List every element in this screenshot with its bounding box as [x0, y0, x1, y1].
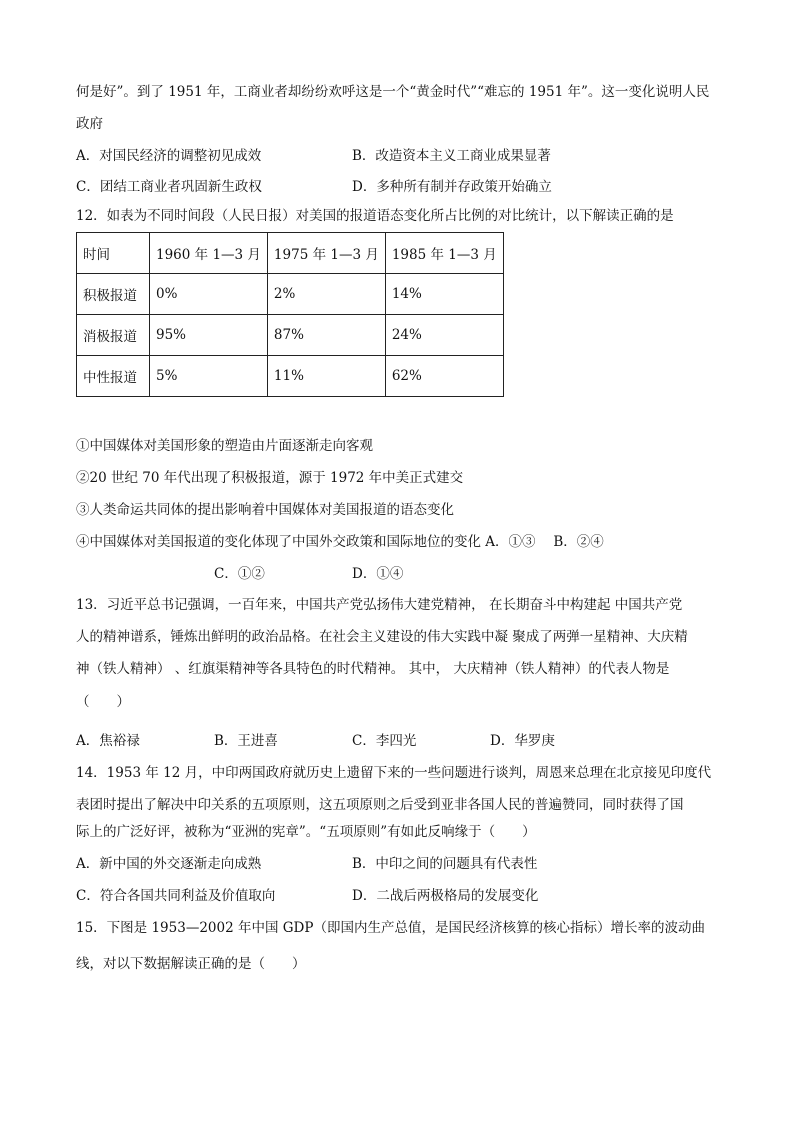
table-header-cell: 1960 年 1—3 月	[150, 233, 268, 274]
q13-option-a: A．焦裕禄	[76, 733, 140, 749]
q13-option-b: B．王进喜	[214, 733, 278, 749]
table-row	[77, 356, 504, 397]
q14-stem-line-2: 表团时提出了解决中印关系的五项原则，这五项原则之后受到亚非各国人民的普遍赞同，同时获得了国	[76, 797, 684, 813]
table-cell: 消极报道	[77, 315, 150, 356]
table-cell: 5%	[150, 356, 268, 397]
q14-option-d: D．二战后两极格局的发展变化	[352, 888, 539, 904]
q14-stem-line-1: 14．1953 年 12 月，中印两国政府就历史上遗留下来的一些问题进行谈判，周恩来总理在北京接见印度代	[76, 765, 712, 781]
q12-option-c: C．①②	[214, 566, 265, 582]
table-header-cell: 1985 年 1—3 月	[385, 233, 503, 274]
q13-option-c: C．李四光	[352, 733, 417, 749]
q12-data-table	[76, 232, 504, 397]
table-row	[77, 315, 504, 356]
q13-stem-line-2: 人的精神谱系，锤炼出鲜明的政治品格。在社会主义建设的伟大实践中凝 聚成了两弹一星精神、大庆精	[76, 629, 688, 645]
q13-option-d: D．华罗庚	[490, 733, 555, 749]
q14-stem-line-3: 际上的广泛好评，被称为“亚洲的宪章”。“五项原则”有如此反响缘于（ ）	[76, 824, 536, 840]
q14-option-a: A．新中国的外交逐渐走向成熟	[76, 856, 262, 872]
table-cell: 62%	[385, 356, 503, 397]
table-header-cell: 1975 年 1—3 月	[267, 233, 385, 274]
table-cell: 0%	[150, 274, 268, 315]
q11-stem-line-1: 何是好”。到了 1951 年，工商业者却纷纷欢呼这是一个“黄金时代”“难忘的 1951 年”。这一变化说明人民	[76, 84, 710, 100]
q13-stem-line-3: 神（铁人精神） 、红旗渠精神等各具特色的时代精神。 其中， 大庆精神（铁人精神）的代表人物是	[76, 661, 670, 677]
q11-option-d: D．多种所有制并存政策开始确立	[352, 179, 552, 195]
table-cell: 积极报道	[77, 274, 150, 315]
q12-statement-2: ②20 世纪 70 年代出现了积极报道，源于 1972 年中美正式建交	[76, 470, 464, 486]
q11-stem-line-2: 政府	[76, 116, 103, 132]
table-cell: 14%	[385, 274, 503, 315]
table-cell: 95%	[150, 315, 268, 356]
table-cell: 2%	[267, 274, 385, 315]
table-header-row	[77, 233, 504, 274]
q15-stem-line-1: 15．下图是 1953—2002 年中国 GDP（即国内生产总值，是国民经济核算的核心指标）增长率的波动曲	[76, 920, 705, 936]
table-header-cell: 时间	[77, 233, 150, 274]
q11-option-c: C．团结工商业者巩固新生政权	[76, 179, 262, 195]
q12-statement-1: ①中国媒体对美国形象的塑造由片面逐渐走向客观	[76, 438, 373, 454]
q12-option-d: D．①④	[352, 566, 404, 582]
q14-option-c: C．符合各国共同利益及价值取向	[76, 888, 276, 904]
table-cell: 11%	[267, 356, 385, 397]
q13-answer-blank: （ ）	[76, 694, 130, 710]
q12-statement-3: ③人类命运共同体的提出影响着中国媒体对美国报道的语态变化	[76, 502, 454, 518]
table-row	[77, 274, 504, 315]
table-cell: 87%	[267, 315, 385, 356]
q14-option-b: B．中印之间的问题具有代表性	[352, 856, 538, 872]
q12-stem: 12．如表为不同时间段（人民日报）对美国的报道语态变化所占比例的对比统计，以下解读正确的是	[76, 208, 674, 224]
q13-stem-line-1: 13．习近平总书记强调，一百年来，中国共产党弘扬伟大建党精神， 在长期奋斗中构建起 中国共产党	[76, 597, 683, 613]
table-cell: 24%	[385, 315, 503, 356]
q11-option-a: A．对国民经济的调整初见成效	[76, 148, 262, 164]
q15-stem-line-2: 线，对以下数据解读正确的是（ ）	[76, 956, 306, 972]
table-cell: 中性报道	[77, 356, 150, 397]
q12-statement-4: ④中国媒体对美国报道的变化体现了中国外交政策和国际地位的变化 A．①③ B．②④	[76, 534, 604, 550]
q11-option-b: B．改造资本主义工商业成果显著	[352, 148, 551, 164]
